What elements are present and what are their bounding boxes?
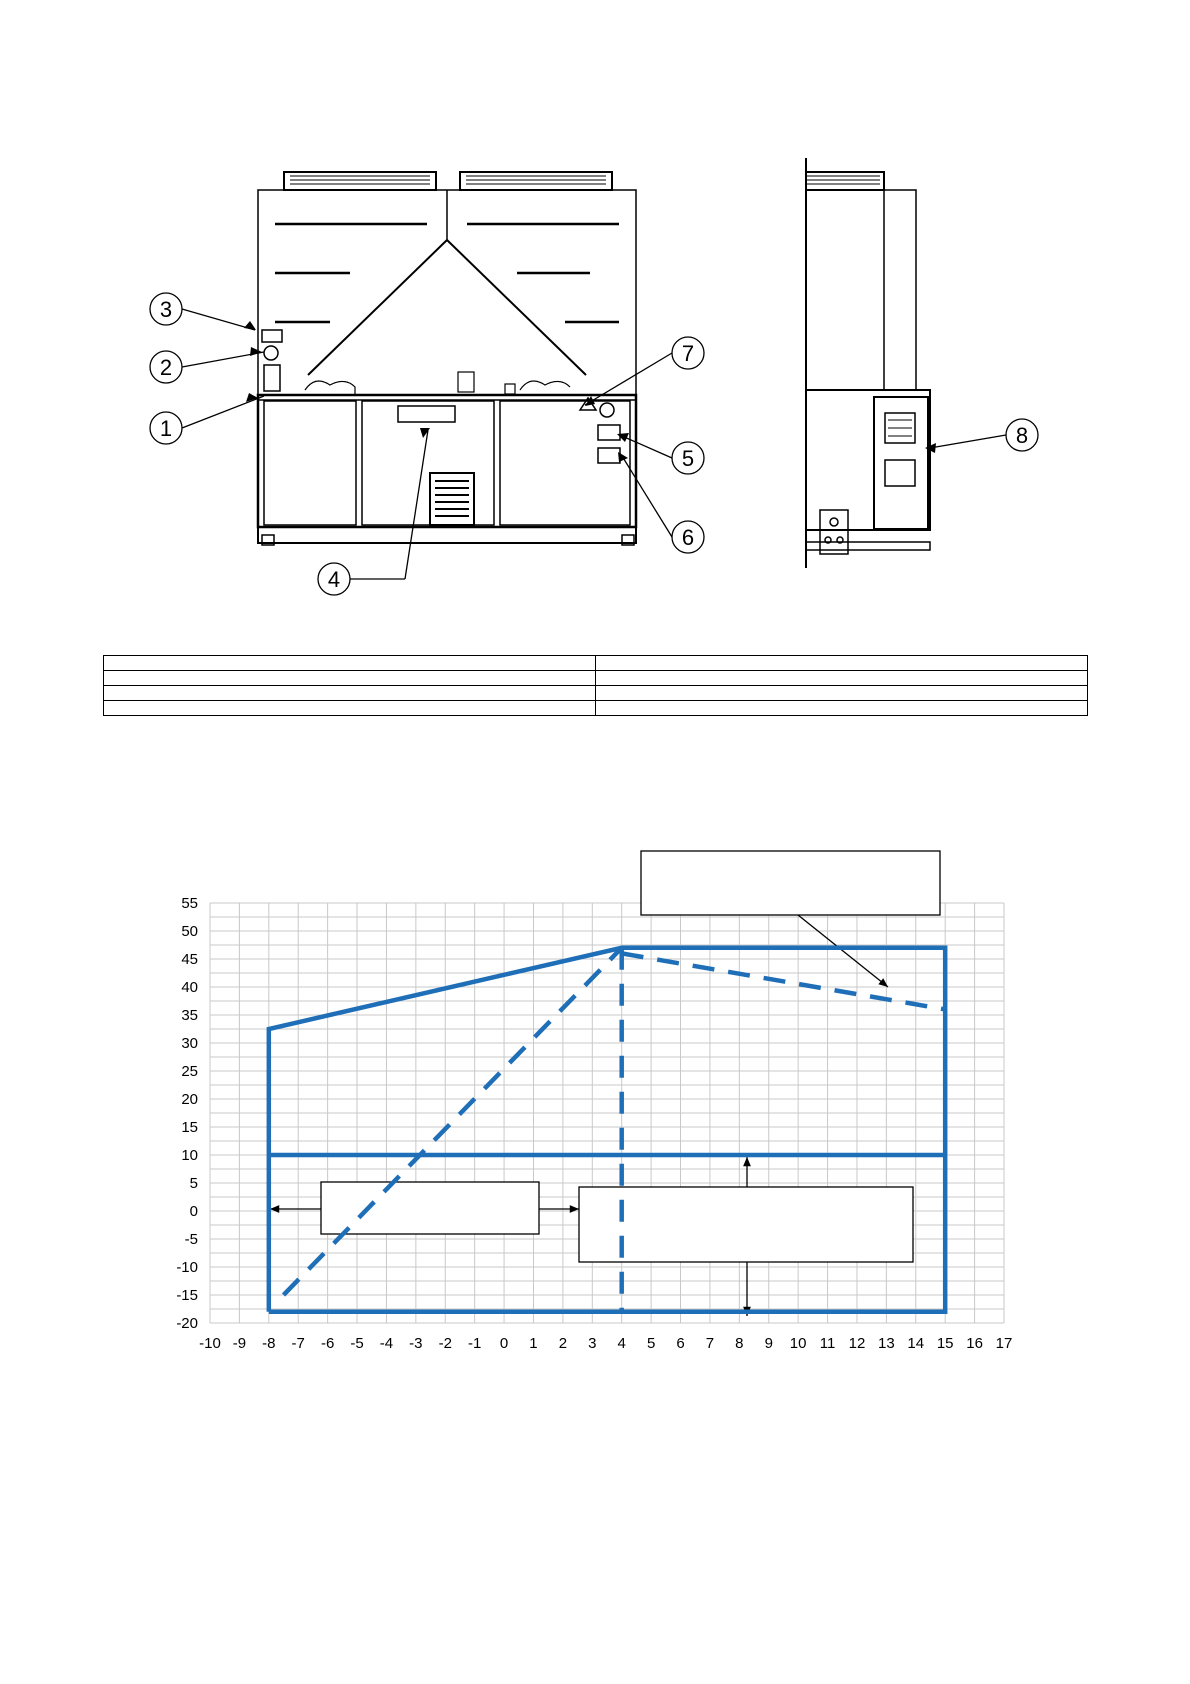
annotation-box-3: [579, 1187, 913, 1262]
y-tick-label: -15: [176, 1287, 198, 1304]
x-tick-label: 4: [617, 1335, 626, 1352]
x-tick-label: -1: [467, 1335, 482, 1352]
callout-4: 4: [327, 567, 341, 592]
x-tick-label: -5: [350, 1335, 364, 1352]
x-tick-label: -10: [199, 1335, 221, 1352]
y-tick-label: 5: [189, 1175, 198, 1192]
chart-ticks: [176, 895, 1012, 1352]
x-tick-label: 17: [995, 1335, 1013, 1352]
y-tick-label: 25: [181, 1063, 198, 1080]
x-tick-label: -4: [379, 1335, 394, 1352]
callout-5: 5: [681, 446, 695, 471]
arrow-to-dashed-limit: [798, 915, 888, 987]
series-line-3: [284, 948, 622, 1295]
x-tick-label: 13: [878, 1335, 895, 1352]
y-tick-label: -20: [176, 1315, 198, 1332]
x-tick-label: 5: [646, 1335, 656, 1352]
y-tick-label: 45: [181, 951, 198, 968]
x-tick-label: 2: [558, 1335, 568, 1352]
x-tick-label: 11: [819, 1335, 836, 1352]
y-tick-label: 35: [181, 1007, 198, 1024]
arrow-left-head: [270, 1205, 279, 1213]
x-tick-label: 6: [676, 1335, 685, 1352]
x-tick-label: -7: [291, 1335, 305, 1352]
callout-7: 7: [681, 341, 695, 366]
x-tick-label: 8: [735, 1335, 744, 1352]
x-tick-label: -2: [438, 1335, 452, 1352]
callout-6: 6: [681, 525, 695, 550]
x-tick-label: 7: [705, 1335, 715, 1352]
x-tick-label: -9: [232, 1335, 247, 1352]
y-tick-label: -10: [176, 1259, 198, 1276]
x-tick-label: 14: [907, 1335, 925, 1352]
y-tick-label: 50: [181, 923, 198, 940]
arrow-right-head: [570, 1205, 579, 1213]
callout-3: 3: [159, 297, 173, 322]
chart-annotations: [270, 851, 940, 1316]
y-tick-label: -5: [184, 1231, 198, 1248]
x-tick-label: -6: [320, 1335, 335, 1352]
x-tick-label: 10: [789, 1335, 807, 1352]
x-tick-label: 3: [588, 1335, 597, 1352]
x-tick-label: 12: [848, 1335, 866, 1352]
arrow-up-head: [743, 1157, 751, 1166]
y-tick-label: 15: [181, 1119, 198, 1136]
y-tick-label: 55: [181, 895, 198, 912]
x-tick-label: -3: [409, 1335, 423, 1352]
annotation-box-2: [321, 1182, 539, 1234]
x-tick-label: 16: [966, 1335, 983, 1352]
y-tick-label: 30: [181, 1035, 198, 1052]
callout-1: 1: [159, 416, 173, 441]
y-tick-label: 0: [189, 1203, 198, 1220]
y-tick-label: 20: [181, 1091, 198, 1108]
x-tick-label: 15: [936, 1335, 954, 1352]
x-tick-label: -8: [262, 1335, 276, 1352]
callout-8: 8: [1015, 423, 1029, 448]
x-tick-label: 0: [499, 1335, 509, 1352]
x-tick-label: 9: [764, 1335, 773, 1352]
annotation-box-1: [641, 851, 940, 915]
callout-2: 2: [159, 355, 173, 380]
x-tick-label: 1: [529, 1335, 538, 1352]
y-tick-label: 40: [181, 979, 198, 996]
y-tick-label: 10: [181, 1147, 198, 1164]
